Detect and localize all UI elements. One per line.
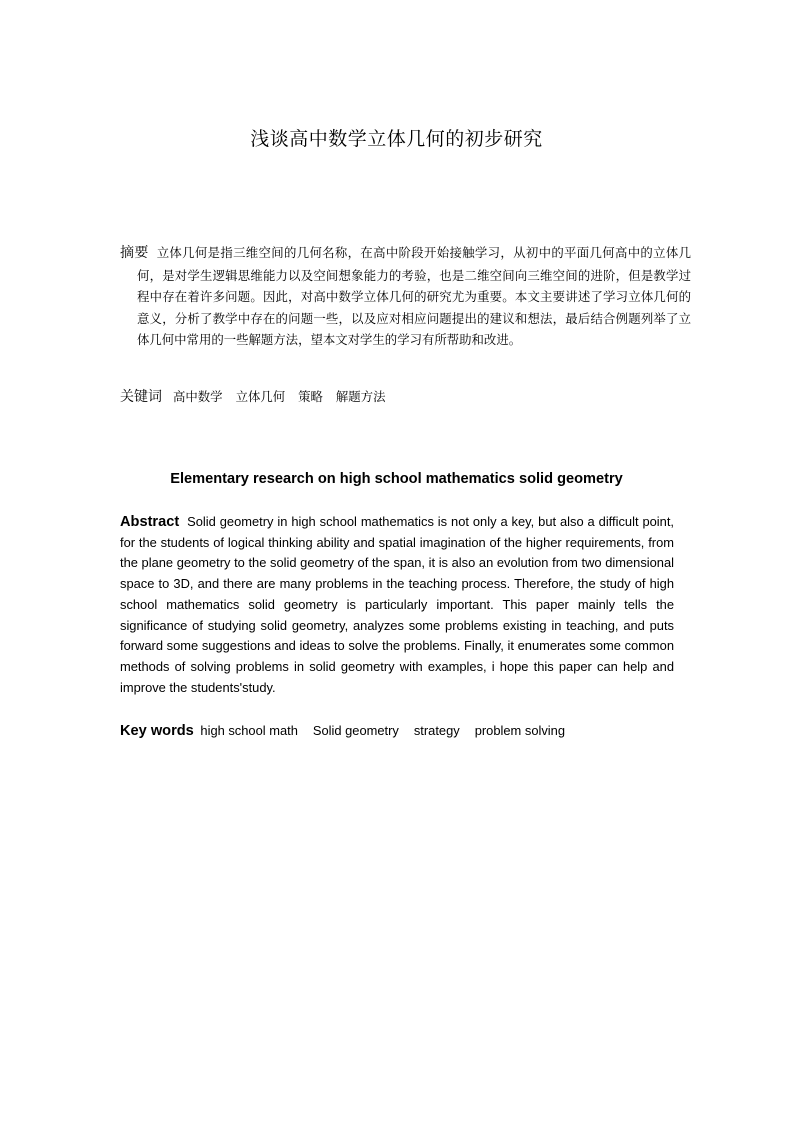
chinese-abstract-label: 摘要 [120, 245, 149, 261]
chinese-keywords [120, 386, 674, 408]
chinese-keywords-label: 关键词 [120, 389, 162, 405]
english-abstract [120, 512, 674, 698]
english-keyword: problem solving [474, 723, 565, 738]
chinese-abstract-text: 立体几何是指三维空间的几何名称，在高中阶段开始接触学习，从初中的平面几何高中的立体几何，是对学生逻辑思维能力以及空间想象能力的考验，也是二维空间向三维空间的进阶，但是教学过程中存在着许多问题。因此，对高中数学立体几何的研究尤为重要。本文主要讲述了学习立体几何的意义，分析了教学中存在的问题一些，以及应对相应问题提出的建议和想法，最后结合例题列举了立体几何中常用的一些解题方法，望本文对学生的学习有所帮助和改进。 [137, 245, 692, 347]
chinese-keyword: 立体几何 [235, 389, 286, 404]
chinese-abstract [120, 242, 691, 351]
english-abstract-text: Solid geometry in high school mathematics is not only a key, but also a difficult point, for the students of logical thinking ability and spatial imagination of the higher requirements, from the plane geometry to the solid geometry of the span, it is also an evolution from two dimensional space to 3D, and there are many problems in the teaching process. Therefore, the study of high school mathematics solid geometry is particularly important. This paper mainly tells the significance of studying solid geometry, analyzes some problems existing in teaching, and puts forward some suggestions and ideas to solve the problems. Finally, it enumerates some common methods of solving problems in solid geometry with examples, i hope this paper can help and improve the students'study. [120, 514, 674, 695]
chinese-title: 浅谈高中数学立体几何的初步研究 [250, 128, 543, 150]
english-keywords [120, 720, 674, 742]
chinese-keyword: 策略 [298, 389, 323, 404]
english-title: Elementary research on high school mathematics solid geometry [170, 471, 623, 487]
english-keyword: Solid geometry [312, 723, 399, 738]
english-abstract-label: Abstract [120, 514, 180, 530]
chinese-keyword: 高中数学 [173, 389, 223, 404]
chinese-keyword: 解题方法 [335, 389, 386, 404]
english-keywords-label: Key words [120, 723, 194, 739]
english-keyword: strategy [413, 723, 460, 738]
english-keyword: high school math [200, 723, 298, 738]
